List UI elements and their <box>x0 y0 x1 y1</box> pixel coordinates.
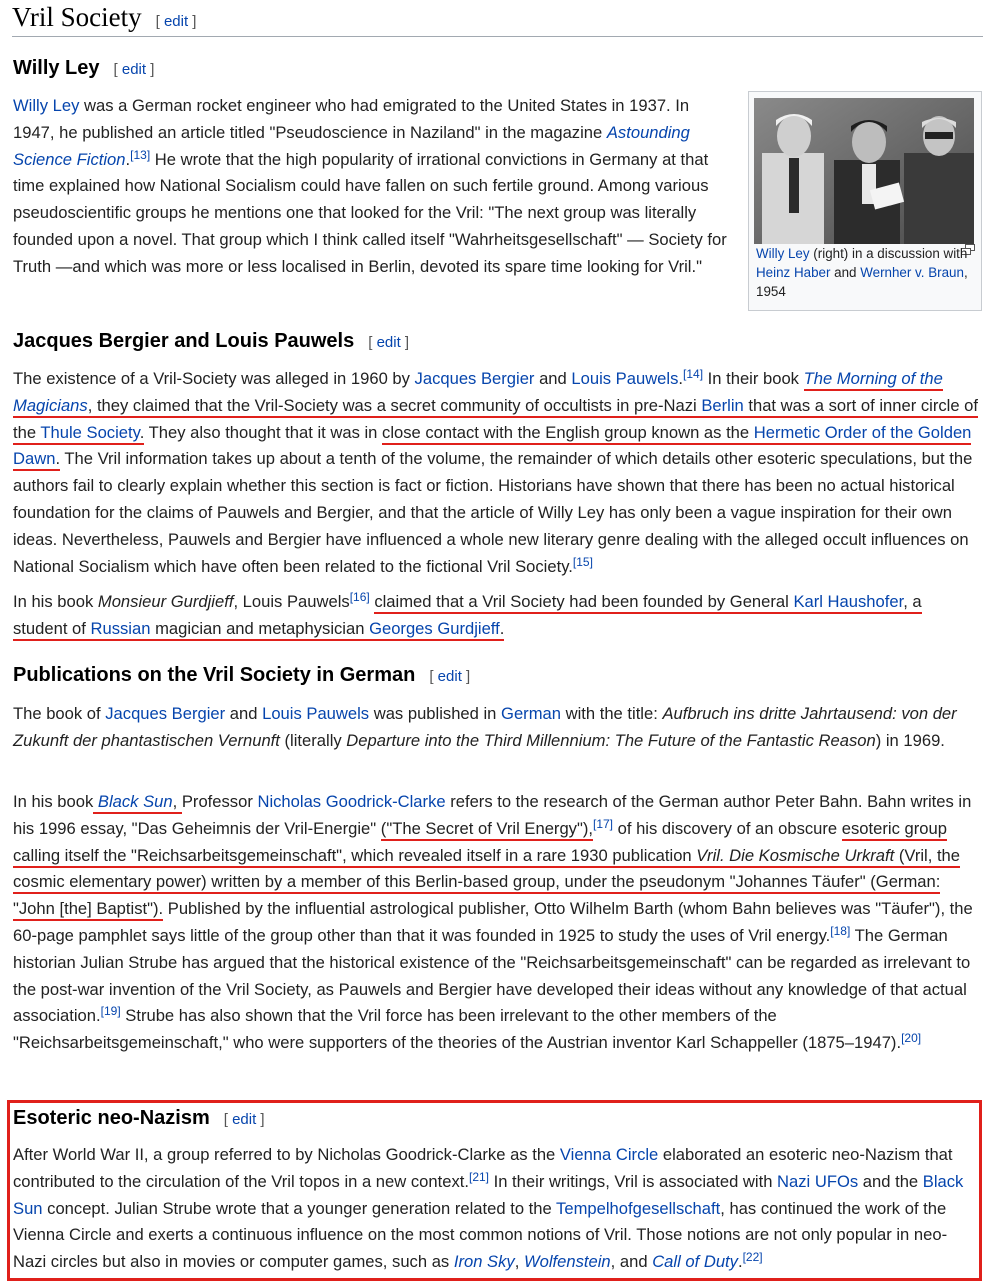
link-wolfenstein[interactable]: Wolfenstein <box>523 1252 611 1272</box>
link-astounding-science-fiction[interactable]: Astounding Science Fiction <box>13 122 690 169</box>
link-vienna-circle[interactable]: Vienna Circle <box>559 1145 659 1164</box>
page-title: Vril Society [ edit ] <box>12 2 197 32</box>
photo-ley-haber-braun[interactable] <box>754 98 974 244</box>
caption-link-willy-ley[interactable]: Willy Ley <box>756 246 810 261</box>
highlight-underline-4: Black Sun, <box>93 792 182 814</box>
paragraph-bergier-pauwels-1: The existence of a Vril-Society was alleged in 1960 by Jacques Bergier and Louis Pauwels.[14] In their book The Morning of the Magicians, they claimed that the Vril-Society was a secret community of occultists in pre-Nazi Berlin that was a sort of inner circle of the Thule Society. They also thought that it was in close contact with the English group known as the Hermetic Order of the Golden Dawn. The Vril information takes up about a tenth of the volume, the remainder of which details other esoteric speculations, but the authors fail to clearly explain whether this section is fact or fiction. Historians have shown that there has been no actual historical foundation for the claims of Pauwels and Bergier, and that the article of Willy Ley has only been a vague inspiration for their own ideas. Nevertheless, Pauwels and Bergier have influenced a whole new literary genre dealing with the alleged occult influences on National Socialism which have often been related to the fictional Vril Society.[15] <box>13 367 979 576</box>
link-golden-dawn[interactable]: Hermetic Order of the Golden Dawn <box>13 422 972 469</box>
edit-link[interactable]: edit <box>163 13 189 30</box>
ref-22[interactable]: [22] <box>742 1250 763 1265</box>
link-jacques-bergier[interactable]: Jacques Bergier <box>414 369 535 388</box>
highlight-underline-1: The Morning of the Magicians, they claimed that the Vril-Society was a secret community of occultists in pre-Nazi Berlin that was a sort of inner circle of the Thule Society. <box>13 369 978 445</box>
section-heading-willy-ley: Willy Ley [ edit ] <box>13 57 155 79</box>
edit-link[interactable]: edit <box>121 61 147 78</box>
ref-13[interactable]: [13] <box>130 147 151 162</box>
caption-link-heinz-haber[interactable]: Heinz Haber <box>756 264 831 280</box>
link-iron-sky[interactable]: Iron Sky <box>453 1252 515 1272</box>
thumbnail-caption: Willy Ley (right) in a discussion with Heinz Haber and Wernher v. Braun, 1954 <box>756 246 968 299</box>
german-book-title: Aufbruch ins dritte Jahrtausend: von der Zukunft der phantastischen Vernunft <box>13 704 957 750</box>
thumbnail-figure <box>748 91 982 311</box>
german-book-translation: Departure into the Third Millennium: The Future of the Fantastic Reason <box>346 730 876 750</box>
link-goodrick-clarke[interactable]: Nicholas Goodrick-Clarke <box>257 792 446 811</box>
edit-link[interactable]: edit <box>232 1111 257 1128</box>
ref-19[interactable]: [19] <box>100 1004 121 1019</box>
link-thule-society[interactable]: Thule Society <box>40 422 140 442</box>
ref-17[interactable]: [17] <box>593 816 614 831</box>
ref-21[interactable]: [21] <box>468 1169 489 1184</box>
link-berlin[interactable]: Berlin <box>701 395 744 415</box>
highlight-underline-5: ("The Secret of Vril Energy"), <box>381 819 593 841</box>
edit-link[interactable]: edit <box>437 668 462 685</box>
ref-14[interactable]: [14] <box>683 367 704 381</box>
link-black-sun[interactable]: Black Sun <box>97 792 173 811</box>
edit-link-title: [ edit ] <box>155 13 197 30</box>
link-tempelhofgesellschaft[interactable]: Tempelhofgesellschaft <box>556 1198 721 1218</box>
ref-18[interactable]: [18] <box>830 923 851 938</box>
highlight-underline-6: esoteric group calling itself the "Reichsarbeitsgemeinschaft", which revealed itself in a rare 1930 publication Vril. Die Kosmische Urkraft (Vril, the cosmic elementary power) written by a member of this Berlin-based group, under the pseudonym "Johannes Täufer" (German: "John [the] Baptist"). <box>13 819 960 921</box>
link-nazi-ufos[interactable]: Nazi UFOs <box>777 1171 859 1191</box>
paragraph-bergier-pauwels-2: In his book Monsieur Gurdjieff, Louis Pauwels[16] claimed that a Vril Society had been founded by General Karl Haushofer, a student of Russian magician and metaphysician Georges Gurdjieff. <box>13 589 978 643</box>
paragraph-neo-nazism: After World War II, a group referred to by Nicholas Goodrick-Clarke as the Vienna Circle elaborated an esoteric neo-Nazism that contributed to the circulation of the Vril topos in a new context.[21] In their writings, Vril is associated with Nazi UFOs and the Black Sun concept. Julian Strube wrote that a younger generation related to the Tempelhofgesellschaft, has continued the work of the Vienna Circle and exerts a continuous influence on the most common notions of Vril. Those notions are not only popular in neo-Nazi circles but also in movies or computer games, such as Iron Sky, Wolfenstein, and Call of Duty.[22] <box>13 1145 964 1272</box>
link-louis-pauwels[interactable]: Louis Pauwels <box>571 369 679 388</box>
paragraph-german-2: In his book Black Sun, Professor Nicholas Goodrick-Clarke refers to the research of the German author Peter Bahn. Bahn writes in his 1996 essay, "Das Geheimnis der Vril-Energie" ("The Secret of Vril Energy"),[17] of his discovery of an obscure esoteric group calling itself the "Reichsarbeitsgemeinschaft", which revealed itself in a rare 1930 publication Vril. Die Kosmische Urkraft (Vril, the cosmic elementary power) written by a member of this Berlin-based group, under the pseudonym "Johannes Täufer" (German: "John [the] Baptist"). Published by the influential astrological publisher, Otto Wilhelm Barth (whom Bahn believes was "Täufer"), the 60-page pamphlet says little of the group other than that it was founded in 1925 to study the uses of Vril energy.[18] The German historian Julian Strube has argued that the historical existence of the "Reichsarbeitsgemeinschaft" can be regarded as irrelevant to the post-war invention of the Vril Society, as Pauwels and Bergier have developed their ideas without any knowledge of that actual association.[19] Strube has also shown that the Vril force has been irrelevant to the other members of the "Reichsarbeitsgemeinschaft," who were supporters of the theories of the Austrian inventor Karl Schappeller (1875–1947).[20] <box>13 792 973 1053</box>
link-german[interactable]: German <box>501 704 561 723</box>
paragraph-willy-ley: Willy Ley was a German rocket engineer who had emigrated to the United States in 1937. In 1947, he published an article titled "Pseudoscience in Naziland" in the magazine Astounding Science Fiction.[13] He wrote that the high popularity of irrational convictions in Germany at that time explained how National Socialism could have fallen on such fertile ground. Among various pseudoscientific groups he mentions one that looked for the Vril: "The next group was literally founded upon a novel. That group which I think called itself "Wahrheitsgesellschaft" — Society for Truth —and which was more or less localised in Berlin, devoted its spare time looking for Vril." <box>13 96 727 276</box>
link-willy-ley[interactable]: Willy Ley <box>13 96 80 115</box>
section-heading-publications-german: Publications on the Vril Society in German [ edit ] <box>13 664 471 686</box>
title-divider <box>12 36 983 37</box>
link-karl-haushofer[interactable]: Karl Haushofer <box>793 592 904 611</box>
link-georges-gurdjieff[interactable]: Georges Gurdjieff <box>369 618 500 638</box>
ref-20[interactable]: [20] <box>901 1031 922 1046</box>
link-morning-of-the-magicians[interactable]: The Morning of the Magicians <box>13 369 943 415</box>
highlight-underline-3: claimed that a Vril Society had been founded by General Karl Haushofer, a student of Russian magician and metaphysician Georges Gurdjieff. <box>13 592 922 641</box>
highlight-underline-2: close contact with the English group known as the Hermetic Order of the Golden Dawn. <box>13 423 971 472</box>
link-jacques-bergier[interactable]: Jacques Bergier <box>105 704 226 723</box>
paragraph-german-1: The book of Jacques Bergier and Louis Pauwels was published in German with the title: Aufbruch ins dritte Jahrtausend: von der Zukunft der phantastischen Vernunft (literally Departure into the Third Millennium: The Future of the Fantastic Reason) in 1969. <box>13 704 957 750</box>
section-heading-bergier-pauwels: Jacques Bergier and Louis Pauwels [ edit ] <box>13 330 410 352</box>
ref-15[interactable]: [15] <box>572 554 593 569</box>
link-louis-pauwels[interactable]: Louis Pauwels <box>262 704 370 723</box>
ref-16[interactable]: [16] <box>349 590 370 604</box>
book-title-vril: Vril. Die Kosmische Urkraft <box>696 845 895 865</box>
edit-link[interactable]: edit <box>376 334 401 351</box>
book-title-monsieur-gurdjieff: Monsieur Gurdjieff <box>97 592 234 611</box>
link-black-sun[interactable]: Black Sun <box>13 1171 964 1218</box>
link-russian[interactable]: Russian <box>90 618 151 638</box>
link-call-of-duty[interactable]: Call of Duty <box>652 1252 738 1272</box>
section-heading-esoteric-neo-nazism: Esoteric neo-Nazism [ edit ] <box>13 1107 265 1129</box>
caption-link-wernher-braun[interactable]: Wernher v. Braun <box>860 264 964 280</box>
